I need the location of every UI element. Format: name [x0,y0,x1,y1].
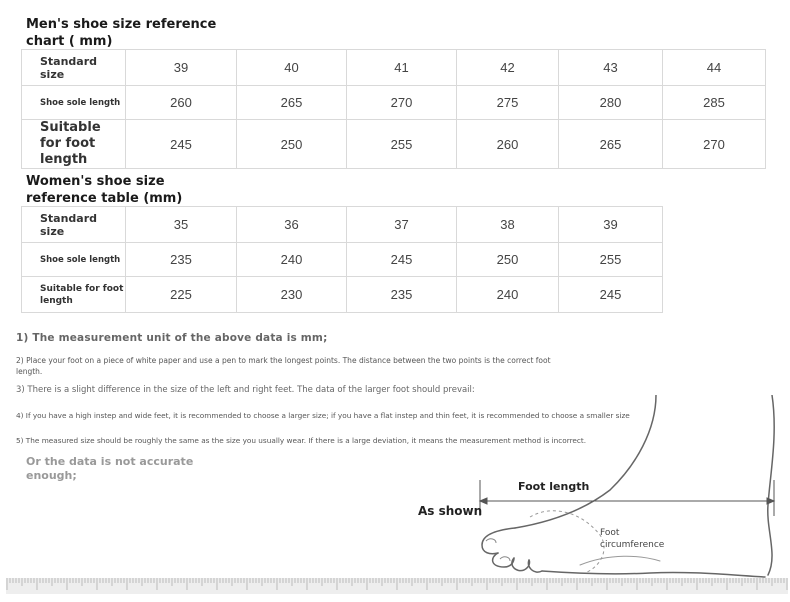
table-cell: 235 [347,277,457,313]
table-cell: 40 [237,50,347,86]
table-cell: 260 [457,120,559,169]
table-cell: 270 [347,86,457,120]
men-table-title: Men's shoe size reference chart ( mm) [26,17,217,49]
note-deviation: 5) The measured size should be roughly the same as the size you usually wear. If there is a large deviation, it means the measurement method is incorrect. [16,436,587,445]
men-size-table [21,49,766,169]
table-cell: 245 [347,243,457,277]
table-cell: 35 [126,207,237,243]
table-cell: 250 [457,243,559,277]
women-table-title: Women's shoe size reference table (mm) [26,174,183,206]
note-measure-method: 2) Place your foot on a piece of white paper and use a pen to mark the longest points. The distance between the two points is the correct foot length. [16,356,551,376]
table-cell: 245 [126,120,237,169]
table-cell: 280 [559,86,663,120]
table-cell: 240 [457,277,559,313]
foot-circumference-label: Foot circumference [600,528,665,550]
table-cell: 44 [663,50,766,86]
table-row [22,50,766,86]
table-cell: 275 [457,86,559,120]
table-cell: 260 [126,86,237,120]
row-label: Shoe sole length [22,86,126,120]
row-label: Standard size [22,207,126,243]
table-cell: 43 [559,50,663,86]
row-label: Shoe sole length [22,243,126,277]
table-cell: 225 [126,277,237,313]
row-label: Suitable for foot length [22,277,126,313]
ruler [6,578,788,594]
note-instep: 4) If you have a high instep and wide feet, it is recommended to choose a larger size; if you have a flat instep and thin feet, it is recommended to choose a smaller size [16,411,630,420]
foot-length-label: Foot length [518,480,590,493]
table-cell: 250 [237,120,347,169]
table-cell: 245 [559,277,663,313]
as-shown-label: As shown [418,504,483,518]
note-unit: 1) The measurement unit of the above data is mm; [16,332,328,344]
table-row [22,120,766,169]
table-row [22,86,766,120]
table-cell: 255 [559,243,663,277]
table-cell: 270 [663,120,766,169]
table-cell: 240 [237,243,347,277]
table-cell: 38 [457,207,559,243]
row-label: Suitable for foot length [22,120,126,169]
note-accuracy: Or the data is not accurate enough; [26,455,194,482]
table-cell: 265 [237,86,347,120]
table-cell: 41 [347,50,457,86]
row-label: Standard size [22,50,126,86]
table-row [22,243,663,277]
table-cell: 36 [237,207,347,243]
table-row [22,207,663,243]
note-larger-foot: 3) There is a slight difference in the size of the left and right feet. The data of the larger foot should prevail: [16,385,475,395]
table-cell: 39 [559,207,663,243]
table-cell: 235 [126,243,237,277]
table-row [22,277,663,313]
table-cell: 265 [559,120,663,169]
table-cell: 39 [126,50,237,86]
women-size-table [21,206,663,313]
table-cell: 285 [663,86,766,120]
table-cell: 255 [347,120,457,169]
table-cell: 42 [457,50,559,86]
table-cell: 37 [347,207,457,243]
table-cell: 230 [237,277,347,313]
